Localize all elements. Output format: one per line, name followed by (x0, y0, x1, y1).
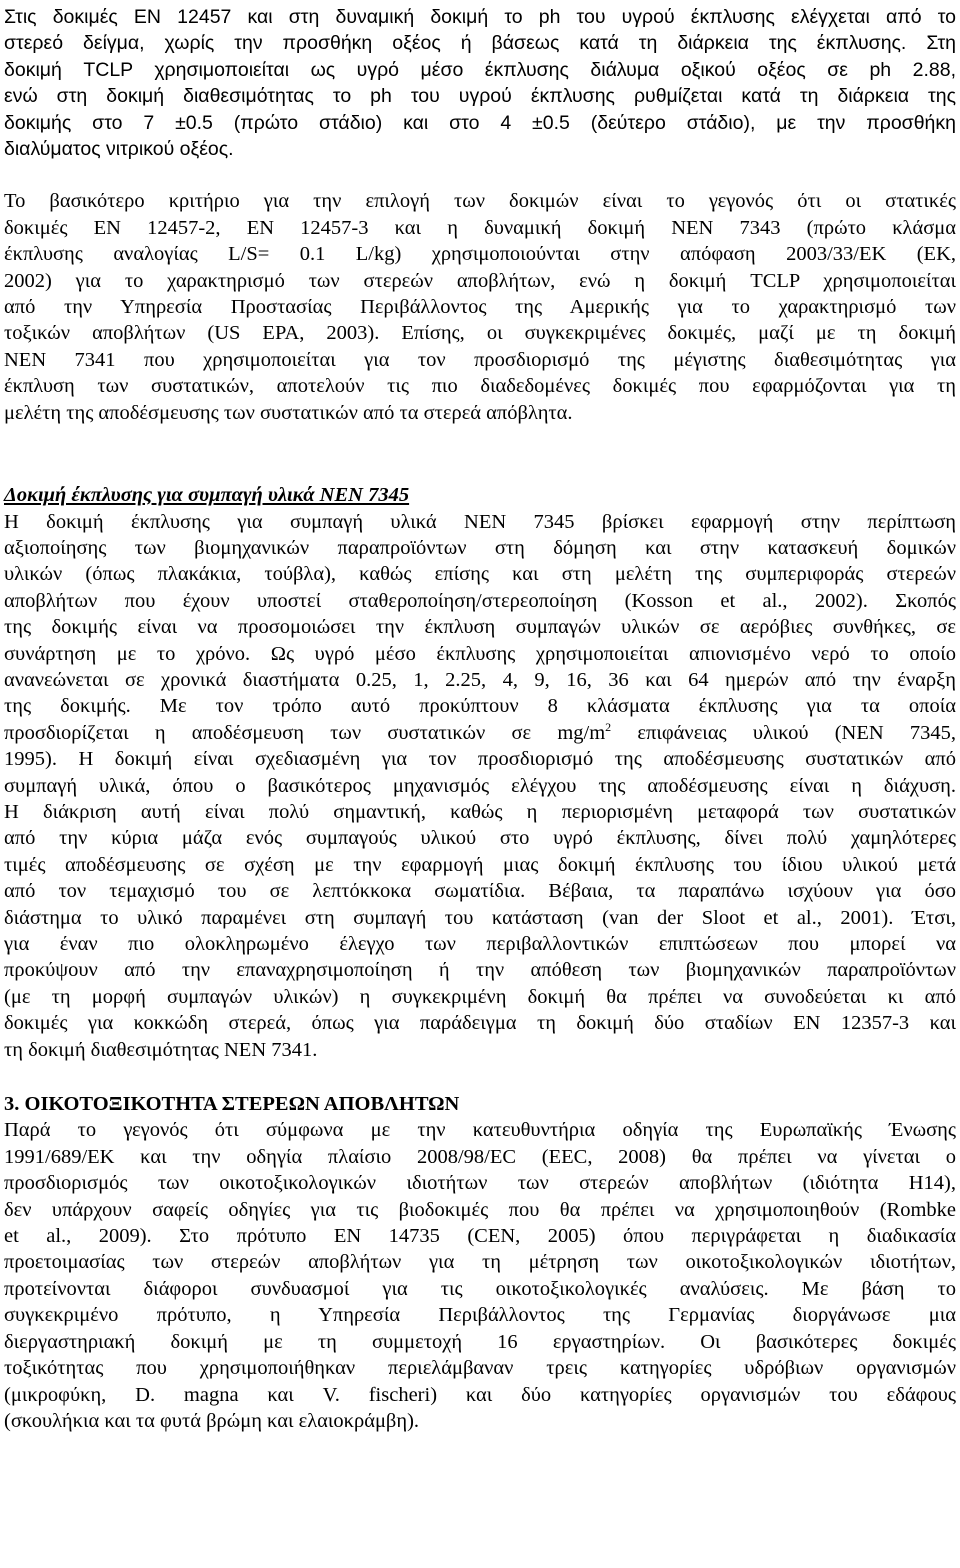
paragraph-test-selection (4, 188, 956, 426)
text-line: για έναν πιο ολοκληρωμένο έλεγχο των περιβαλλοντικών επιπτώσεων που μπορεί να (4, 933, 956, 955)
section-nen7345 (4, 482, 956, 1063)
text-line: προκύψουν από την επαναχρησιμοποίηση ή την απόθεση των βιομηχανικών παραπροϊόντων (4, 959, 956, 982)
text-line: υλικών (όπως πλακάκια, τούβλα), καθώς επίσης και στη μελέτη της συμπεριφοράς στερεών (4, 563, 956, 586)
text-line: 1991/689/ΕΚ και την οδηγία πλαίσιο 2008/98/EC (EEC, 2008) θα πρέπει να γίνεται ο (4, 1145, 956, 1168)
text-line: NEN 7341 που χρησιμοποιείται για τον προσδιορισμό της μέγιστης διαθεσιμότητας για (4, 348, 956, 371)
text-line: της δοκιμής. Με τον τρόπο αυτό προκύπτουν 8 κλάσματα έκπλυσης για τα οποία (4, 695, 956, 718)
text-line: συμπαγή υλικά, όπου ο βασικότερος μηχανισμός ελέγχου της αποδέσμευσης είναι η διάχυση. (4, 774, 956, 797)
text-line: δοκιμή TCLP χρησιμοποιείται ως υγρό μέσο έκπλυσης διάλυμα οξικού οξέος σε ph 2.88, (4, 58, 956, 81)
section-heading: Δοκιμή έκπλυσης για συμπαγή υλικά NEN 7345 (4, 484, 410, 507)
text-line: Η διάκριση αυτή είναι πολύ σημαντική, καθώς η περιορισμένη μεταφορά των συστατικών (4, 800, 956, 823)
text-line: αποβλήτων που έχουν υποστεί σταθεροποίηση/στερεοποίηση (Kosson et al., 2002). Σκοπός (4, 589, 956, 612)
section-heading: 3. ΟΙΚΟΤΟΞΙΚΟΤΗΤΑ ΣΤΕΡΕΩΝ ΑΠΟΒΛΗΤΩΝ (4, 1093, 460, 1116)
text-line: μελέτη της αποδέσμευσης των συστατικών από τα στερεά απόβλητα. (4, 401, 573, 424)
text-line: Στις δοκιμές EN 12457 και στη δυναμική δοκιμή το ph του υγρού έκπλυσης ελέγχεται από το (4, 6, 956, 28)
text-fragment: επιφάνειας υλικού (NEN 7345, (611, 721, 957, 744)
text-line: αξιοποίησης των βιομηχανικών παραπροϊόντων στη δόμηση και στην κατασκευή δομικών (4, 536, 956, 559)
text-line: Παρά το γεγονός ότι σύμφωνα με την κατευθυντήρια οδηγία της Ευρωπαϊκής Ένωσης (4, 1119, 956, 1142)
text-line: 1995). Η δοκιμή είναι σχεδιασμένη για τον προσδιορισμό της αποδέσμευσης συστατικών από (4, 748, 956, 771)
section-ecotoxicity (4, 1091, 956, 1434)
text-line: τοξικών αποβλήτων (US EPA, 2003). Επίσης, οι συγκεκριμένες δοκιμές, μαζί με τη δοκιμή (4, 322, 956, 345)
text-line: δεν υπάρχουν σαφείς οδηγίες για τις βιοδοκιμές που θα πρέπει να χρησιμοποιηθούν (Rombke (4, 1198, 956, 1221)
text-line: (με τη μορφή συμπαγών υλικών) η συγκεκριμένη δοκιμή θα πρέπει να συνοδεύεται κι από (4, 985, 956, 1008)
text-line: τη δοκιμή διαθεσιμότητας NEN 7341. (4, 1038, 318, 1061)
text-line: συνάρτηση με το χρόνο. Ως υγρό μέσο έκπλυσης χρησιμοποιείται απιονισμένο νερό το οποίο (4, 642, 956, 665)
text-line: από την κύρια μάζα ενός συμπαγούς υλικού στο υγρό έκπλυσης, δίνει πολύ χαμηλότερες (4, 827, 956, 850)
text-line: διάστημα το υλικό παραμένει στη συμπαγή του κατάσταση (van der Sloot et al., 2001). Έτσι, (4, 906, 956, 929)
text-line: έκπλυση των συστατικών, αποτελούν τις πιο διαδεδομένες δοκιμές που εφαρμόζονται για τη (4, 375, 956, 398)
text-line: έκπλυσης αναλογίας L/S= 0.1 L/kg) χρησιμοποιούνται στην απόφαση 2003/33/ΕΚ (ΕΚ, (4, 243, 956, 266)
text-line: ενώ στη δοκιμή διαθεσιμότητας το ph του υγρού έκπλυσης ρυθμίζεται κατά τη διάρκεια της (4, 85, 956, 108)
text-line: δοκιμής στο 7 ±0.5 (πρώτο στάδιο) και στο 4 ±0.5 (δεύτερο στάδιο), με την προσθήκη (4, 111, 956, 134)
text-line: προτείνονται διάφοροι συνδυασμοί για τις οικοτοξικολογικές αναλύσεις. Με βάση το (4, 1277, 956, 1300)
text-line: στερεό δείγμα, χωρίς την προσθήκη οξέος ή βάσεως κατά τη διάρκεια της έκπλυσης. Στη (4, 32, 956, 55)
text-line: Το βασικότερο κριτήριο για την επιλογή των δοκιμών είναι το γεγονός ότι οι στατικές (4, 190, 956, 213)
text-line: από την Υπηρεσία Προστασίας Περιβάλλοντος της Αμερικής για το χαρακτηρισμό των (4, 296, 956, 319)
text-line: ανανεώνεται σε χρονικά διαστήματα 0.25, 1, 2.25, 4, 9, 16, 36 και 64 ημερών από την έναρξη (4, 668, 956, 691)
text-line: προσδιορισμός των οικοτοξικολογικών ιδιοτήτων των στερεών αποβλήτων (ιδιότητα Η14), (4, 1172, 956, 1195)
text-line: δοκιμές EN 12457-2, EN 12457-3 και η δυναμική δοκιμή NEN 7343 (πρώτο κλάσμα (4, 216, 956, 239)
paragraph-ph-control (4, 4, 956, 162)
text-line: (μικροφύκη, D. magna και V. fischeri) και δύο κατηγορίες οργανισμών του εδάφους (4, 1383, 956, 1406)
text-line: (σκουλήκια και τα φυτά βρώμη και ελαιοκράμβη). (4, 1409, 420, 1432)
text-line: et al., 2009). Στο πρότυπο EN 14735 (CEN, 2005) όπου περιγράφεται η διαδικασία (4, 1225, 956, 1248)
text-line: τιμές αποδέσμευσης σε σχέση με την εφαρμογή μιας δοκιμή έκπλυσης του ίδιου υλικού μετά (4, 853, 956, 876)
text-fragment: προσδιορίζεται η αποδέσμευση των συστατικών σε mg/m (4, 721, 606, 744)
text-line: τοξικότητας που χρησιμοποιήθηκαν περιελάμβαναν τρεις κατηγορίες υδρόβιων οργανισμών (4, 1357, 956, 1380)
text-line: προετοιμασίας των στερεών αποβλήτων για τη μέτρηση των οικοτοξικολογικών ιδιοτήτων, (4, 1251, 956, 1274)
text-line: 2002) για το χαρακτηρισμό των στερεών αποβλήτων, ενώ η δοκιμή TCLP χρησιμοποιείται (4, 269, 956, 292)
superscript: 2 (605, 719, 612, 734)
text-line (4, 720, 956, 746)
text-line: συγκεκριμένο πρότυπο, η Υπηρεσία Περιβάλλοντος της Γερμανίας διοργάνωσε μια (4, 1304, 956, 1327)
text-line: Η δοκιμή έκπλυσης για συμπαγή υλικά NEN 7345 βρίσκει εφαρμογή στην περίπτωση (4, 510, 956, 533)
text-line: διαλύματος νιτρικού οξέος. (4, 138, 234, 161)
text-line: δοκιμές για κοκκώδη στερεά, όπως για παράδειγμα τη δοκιμή δύο σταδίων EN 12357-3 και (4, 1012, 956, 1035)
text-line: διεργαστηριακή δοκιμή με τη συμμετοχή 16 εργαστηρίων. Οι βασικότερες δοκιμές (4, 1330, 956, 1353)
text-line: από τον τεμαχισμό του σε λεπτόκκοκα σωματίδια. Βέβαια, τα παραπάνω ισχύουν για όσο (4, 880, 956, 903)
text-line: της δοκιμής είναι να προσομοιώσει την έκπλυση συμπαγών υλικών σε αερόβιες συνθήκες, σε (4, 616, 956, 639)
